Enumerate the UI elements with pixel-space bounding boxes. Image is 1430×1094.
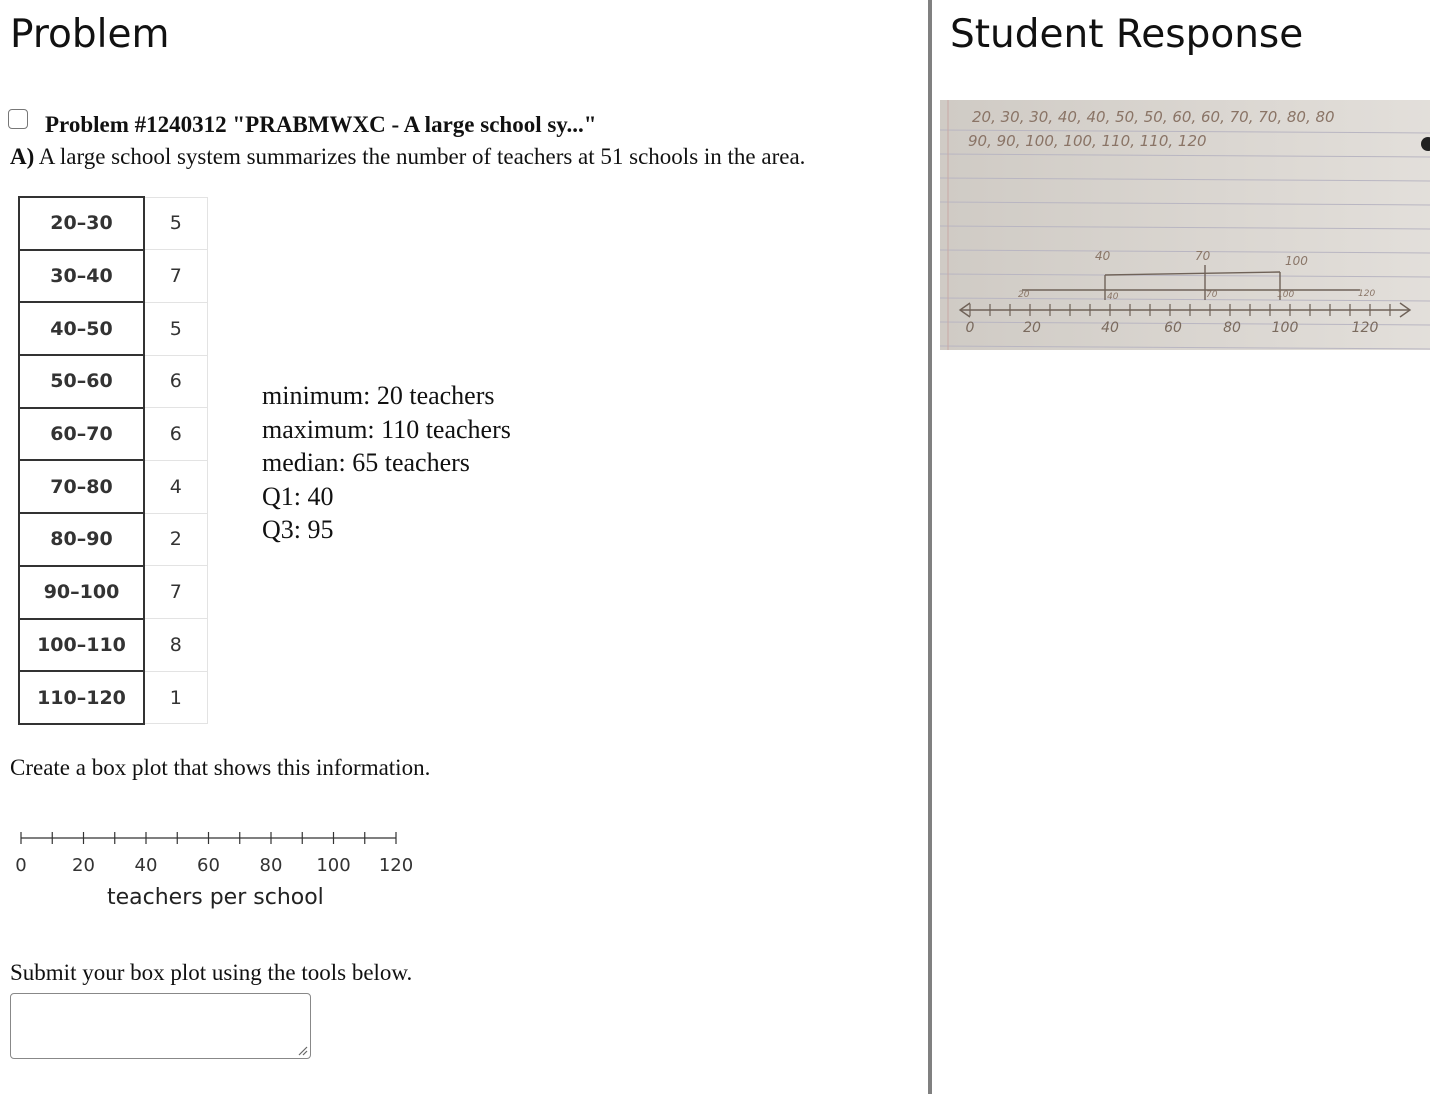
stat-median: median: 65 teachers	[262, 448, 470, 477]
number-line	[10, 826, 430, 886]
number-line-tick-label: 80	[259, 855, 283, 876]
summary-stats	[262, 379, 511, 547]
answer-textarea[interactable]	[10, 993, 311, 1059]
part-label: A)	[10, 144, 35, 169]
student-axis-number: 80	[1223, 320, 1241, 336]
stat-maximum: maximum: 110 teachers	[262, 414, 511, 444]
student-axis-number: 0	[965, 320, 975, 336]
number-line-tick-label: 60	[197, 855, 220, 876]
table-count-cell: 4	[144, 460, 207, 513]
table-range-cell: 100–110	[19, 619, 144, 672]
number-line-axis-label: teachers per school	[107, 885, 324, 910]
table-row	[19, 671, 207, 724]
table-count-cell: 2	[144, 513, 207, 566]
number-line-tick-label: 100	[316, 855, 351, 876]
submit-prompt: Submit your box plot using the tools below.	[10, 960, 413, 985]
number-line-tick-label: 20	[72, 855, 95, 876]
table-row	[19, 460, 207, 513]
table-range-cell: 60–70	[19, 408, 144, 461]
table-count-cell: 6	[144, 355, 207, 408]
table-count-cell: 7	[144, 566, 207, 619]
table-row	[19, 302, 207, 355]
table-count-cell: 5	[144, 197, 207, 250]
student-point-label-2: 40	[1107, 292, 1119, 302]
student-data-line-2: 90, 90, 100, 100, 110, 110, 120	[968, 132, 1207, 150]
number-line-tick-label: 0	[15, 855, 27, 876]
statement-text: A large school system summarizes the number of teachers at 51 schools in the area.	[38, 144, 806, 169]
problem-header: Problem #1240312 "PRABMWXC - A large school sy..."	[45, 112, 597, 137]
table-range-cell: 110–120	[19, 671, 144, 724]
student-box-label-median: 70	[1195, 249, 1211, 263]
create-prompt: Create a box plot that shows this information.	[10, 755, 431, 780]
table-row	[19, 250, 207, 303]
student-axis-number: 60	[1164, 320, 1182, 336]
number-line-tick-label: 120	[378, 855, 414, 876]
stat-q1: Q1: 40	[262, 481, 334, 511]
student-axis-number: 40	[1101, 320, 1119, 336]
table-row	[19, 619, 207, 672]
table-row	[19, 197, 207, 250]
problem-panel-title: Problem	[10, 12, 170, 57]
table-count-cell: 5	[144, 302, 207, 355]
table-row	[19, 408, 207, 461]
table-row	[19, 513, 207, 566]
problem-select-checkbox[interactable]	[8, 109, 28, 129]
table-row	[19, 566, 207, 619]
student-response-panel-title: Student Response	[950, 12, 1304, 57]
number-line-tick-label: 40	[134, 855, 158, 876]
table-row	[19, 355, 207, 408]
resize-handle-icon[interactable]	[296, 1044, 308, 1056]
student-axis-number: 100	[1271, 320, 1299, 336]
student-box-label-q1: 40	[1095, 249, 1111, 263]
table-range-cell: 70–80	[19, 460, 144, 513]
student-point-label-5: 120	[1358, 289, 1376, 299]
table-range-cell: 80–90	[19, 513, 144, 566]
student-box-label-q3: 100	[1285, 254, 1308, 268]
table-range-cell: 50–60	[19, 355, 144, 408]
stat-q3: Q3: 95	[262, 515, 334, 544]
student-axis-number: 120	[1351, 320, 1379, 336]
student-response-image	[940, 100, 1430, 350]
student-point-label-4: 100	[1277, 290, 1295, 300]
table-count-cell: 7	[144, 250, 207, 303]
student-point-label-1: 20	[1018, 290, 1030, 300]
problem-statement	[10, 144, 805, 170]
stat-minimum: minimum: 20 teachers	[262, 381, 495, 410]
table-range-cell: 30–40	[19, 250, 144, 303]
table-range-cell: 20–30	[19, 197, 144, 250]
panel-divider[interactable]	[928, 0, 932, 1094]
frequency-table	[18, 196, 208, 725]
table-range-cell: 40–50	[19, 302, 144, 355]
student-point-label-3: 70	[1206, 290, 1218, 300]
table-count-cell: 6	[144, 408, 207, 461]
table-range-cell: 90–100	[19, 566, 144, 619]
student-data-line-1: 20, 30, 30, 40, 40, 50, 50, 60, 60, 70, 70, 80, 80	[972, 108, 1335, 126]
table-count-cell: 1	[144, 671, 207, 724]
table-count-cell: 8	[144, 619, 207, 672]
student-axis-number: 20	[1023, 320, 1041, 336]
